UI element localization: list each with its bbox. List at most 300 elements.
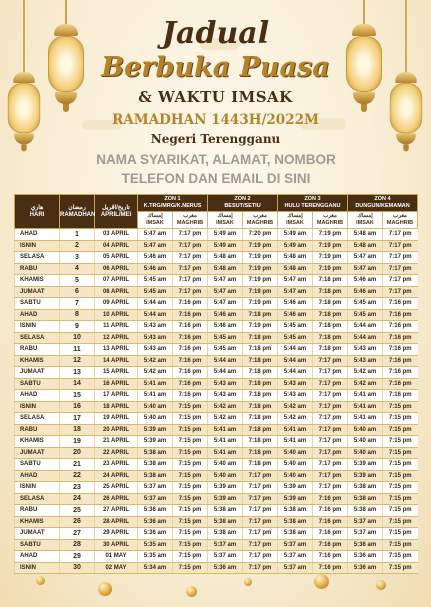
maghrib-time-zone-3: 7:17 pm [313, 436, 348, 448]
date-cell: 09 APRIL [95, 298, 138, 310]
date-cell: 16 APRIL [95, 378, 138, 390]
maghrib-time-zone-3: 7:18 pm [313, 332, 348, 344]
maghrib-time-zone-1: 7:17 pm [173, 275, 208, 287]
imsak-time-zone-2: 5:43 am [208, 390, 243, 402]
ramadhan-day-cell: 26 [60, 516, 95, 528]
imsak-time-zone-2: 5:47 am [208, 298, 243, 310]
maghrib-time-zone-3: 7:18 pm [313, 321, 348, 333]
imsak-time-zone-2: 5:44 am [208, 367, 243, 379]
imsak-time-zone-2: 5:36 am [208, 562, 243, 574]
maghrib-time-zone-2: 7:17 pm [243, 470, 278, 482]
imsak-time-zone-3: 5:37 am [278, 539, 313, 551]
ramadhan-day-cell: 1 [60, 229, 95, 241]
table-row [15, 401, 418, 413]
date-cell: 24 APRIL [95, 470, 138, 482]
maghrib-time-zone-4: 7:15 pm [383, 436, 418, 448]
header-imsak-zone-3: إمساك IMSAK [278, 212, 313, 229]
maghrib-time-zone-4: 7:15 pm [383, 447, 418, 459]
imsak-time-zone-3: 5:43 am [278, 390, 313, 402]
date-cell: 15 APRIL [95, 367, 138, 379]
maghrib-time-zone-4: 7:15 pm [383, 401, 418, 413]
maghrib-time-zone-4: 7:16 pm [383, 344, 418, 356]
imsak-time-zone-1: 5:44 am [138, 309, 173, 321]
imsak-time-zone-1: 5:38 am [138, 447, 173, 459]
date-cell: 26 APRIL [95, 493, 138, 505]
imsak-time-zone-2: 5:37 am [208, 551, 243, 563]
imsak-time-zone-1: 5:46 am [138, 263, 173, 275]
header-zone-4: ZON 4 DUNGUN/KEMAMAN [348, 195, 418, 212]
maghrib-time-zone-1: 7:17 pm [173, 240, 208, 252]
day-cell: JUMAAT [15, 528, 60, 540]
day-cell: KHAMIS [15, 516, 60, 528]
imsak-time-zone-3: 5:39 am [278, 493, 313, 505]
gold-bead-icon [376, 580, 386, 590]
date-cell: 08 APRIL [95, 286, 138, 298]
maghrib-time-zone-1: 7:16 pm [173, 298, 208, 310]
maghrib-time-zone-4: 7:16 pm [383, 298, 418, 310]
maghrib-time-zone-2: 7:19 pm [243, 275, 278, 287]
imsak-time-zone-3: 5:40 am [278, 447, 313, 459]
imsak-time-zone-4: 5:41 am [348, 390, 383, 402]
imsak-time-zone-4: 5:43 am [348, 344, 383, 356]
gold-bead-icon [314, 574, 329, 589]
maghrib-time-zone-2: 7:18 pm [243, 390, 278, 402]
maghrib-time-zone-1: 7:15 pm [173, 551, 208, 563]
imsak-time-zone-4: 5:45 am [348, 309, 383, 321]
maghrib-time-zone-4: 7:16 pm [383, 367, 418, 379]
imsak-time-zone-4: 5:37 am [348, 516, 383, 528]
table-row [15, 424, 418, 436]
date-cell: 13 APRIL [95, 344, 138, 356]
ramadhan-day-cell: 10 [60, 332, 95, 344]
maghrib-time-zone-2: 7:18 pm [243, 378, 278, 390]
imsak-time-zone-1: 5:45 am [138, 275, 173, 287]
day-cell: RABU [15, 424, 60, 436]
imsak-time-zone-2: 5:42 am [208, 401, 243, 413]
header-imsak-zone-4: إمساك IMSAK [348, 212, 383, 229]
day-cell: RABU [15, 344, 60, 356]
day-cell: ISNIN [15, 562, 60, 574]
ramadhan-day-cell: 24 [60, 493, 95, 505]
imsak-time-zone-1: 5:37 am [138, 493, 173, 505]
maghrib-time-zone-2: 7:19 pm [243, 240, 278, 252]
maghrib-time-zone-3: 7:18 pm [313, 286, 348, 298]
imsak-time-zone-2: 5:41 am [208, 447, 243, 459]
imsak-time-zone-3: 5:48 am [278, 263, 313, 275]
gold-bead-icon [98, 582, 112, 596]
imsak-time-zone-2: 5:42 am [208, 413, 243, 425]
day-cell: SELASA [15, 493, 60, 505]
maghrib-time-zone-4: 7:16 pm [383, 309, 418, 321]
table-row [15, 528, 418, 540]
maghrib-time-zone-1: 7:15 pm [173, 413, 208, 425]
imsak-time-zone-3: 5:40 am [278, 459, 313, 471]
imsak-time-zone-2: 5:38 am [208, 505, 243, 517]
date-cell: 01 MAY [95, 551, 138, 563]
maghrib-time-zone-3: 7:18 pm [313, 275, 348, 287]
ramadhan-day-cell: 28 [60, 539, 95, 551]
table-row [15, 321, 418, 333]
imsak-time-zone-4: 5:48 am [348, 229, 383, 241]
header-ramadhan: رمضان RAMADHAN [60, 195, 95, 229]
imsak-time-zone-4: 5:47 am [348, 252, 383, 264]
maghrib-time-zone-4: 7:17 pm [383, 263, 418, 275]
table-row [15, 562, 418, 574]
maghrib-time-zone-3: 7:18 pm [313, 344, 348, 356]
maghrib-time-zone-1: 7:16 pm [173, 378, 208, 390]
gold-bead-icon [36, 576, 45, 585]
day-cell: KHAMIS [15, 275, 60, 287]
maghrib-time-zone-3: 7:17 pm [313, 378, 348, 390]
date-cell: 30 APRIL [95, 539, 138, 551]
imsak-time-zone-4: 5:38 am [348, 482, 383, 494]
maghrib-time-zone-1: 7:16 pm [173, 355, 208, 367]
ramadhan-day-cell: 15 [60, 390, 95, 402]
imsak-time-zone-2: 5:47 am [208, 275, 243, 287]
maghrib-time-zone-2: 7:17 pm [243, 516, 278, 528]
maghrib-time-zone-3: 7:17 pm [313, 424, 348, 436]
header-imsak-zone-2: إمساك IMSAK [208, 212, 243, 229]
ramadhan-day-cell: 21 [60, 459, 95, 471]
maghrib-time-zone-4: 7:15 pm [383, 551, 418, 563]
imsak-time-zone-2: 5:41 am [208, 436, 243, 448]
imsak-time-zone-3: 5:41 am [278, 436, 313, 448]
maghrib-time-zone-3: 7:17 pm [313, 390, 348, 402]
maghrib-time-zone-2: 7:17 pm [243, 551, 278, 563]
maghrib-time-zone-4: 7:17 pm [383, 275, 418, 287]
ramadhan-day-cell: 30 [60, 562, 95, 574]
date-cell: 04 APRIL [95, 240, 138, 252]
table-row [15, 263, 418, 275]
maghrib-time-zone-3: 7:17 pm [313, 355, 348, 367]
imsak-time-zone-1: 5:35 am [138, 551, 173, 563]
ramadhan-day-cell: 4 [60, 263, 95, 275]
day-cell: SABTU [15, 378, 60, 390]
maghrib-time-zone-3: 7:16 pm [313, 516, 348, 528]
maghrib-time-zone-2: 7:19 pm [243, 298, 278, 310]
table-row [15, 482, 418, 494]
imsak-time-zone-2: 5:48 am [208, 263, 243, 275]
maghrib-time-zone-1: 7:15 pm [173, 505, 208, 517]
maghrib-time-zone-2: 7:19 pm [243, 321, 278, 333]
imsak-time-zone-4: 5:39 am [348, 470, 383, 482]
day-cell: SABTU [15, 298, 60, 310]
imsak-time-zone-4: 5:39 am [348, 459, 383, 471]
imsak-time-zone-3: 5:37 am [278, 551, 313, 563]
maghrib-time-zone-2: 7:18 pm [243, 401, 278, 413]
day-cell: AHAD [15, 470, 60, 482]
maghrib-time-zone-1: 7:15 pm [173, 447, 208, 459]
imsak-time-zone-3: 5:49 am [278, 229, 313, 241]
imsak-time-zone-3: 5:40 am [278, 470, 313, 482]
maghrib-time-zone-3: 7:17 pm [313, 367, 348, 379]
maghrib-time-zone-1: 7:15 pm [173, 470, 208, 482]
maghrib-time-zone-2: 7:17 pm [243, 528, 278, 540]
day-cell: AHAD [15, 309, 60, 321]
imsak-time-zone-3: 5:44 am [278, 344, 313, 356]
table-row [15, 252, 418, 264]
day-cell: KHAMIS [15, 436, 60, 448]
maghrib-time-zone-2: 7:17 pm [243, 493, 278, 505]
imsak-time-zone-3: 5:46 am [278, 298, 313, 310]
imsak-time-zone-4: 5:40 am [348, 447, 383, 459]
header-imsak-zone-1: إمساك IMSAK [138, 212, 173, 229]
date-cell: 06 APRIL [95, 263, 138, 275]
date-cell: 07 APRIL [95, 275, 138, 287]
table-row [15, 367, 418, 379]
maghrib-time-zone-1: 7:15 pm [173, 401, 208, 413]
maghrib-time-zone-4: 7:15 pm [383, 493, 418, 505]
table-row [15, 332, 418, 344]
imsak-time-zone-2: 5:49 am [208, 240, 243, 252]
imsak-time-zone-2: 5:41 am [208, 424, 243, 436]
ramadhan-day-cell: 23 [60, 482, 95, 494]
imsak-time-zone-3: 5:42 am [278, 413, 313, 425]
imsak-time-zone-1: 5:35 am [138, 539, 173, 551]
imsak-time-zone-4: 5:38 am [348, 493, 383, 505]
table-row [15, 470, 418, 482]
imsak-time-zone-3: 5:38 am [278, 528, 313, 540]
imsak-time-zone-3: 5:41 am [278, 424, 313, 436]
table-row [15, 390, 418, 402]
maghrib-time-zone-4: 7:16 pm [383, 355, 418, 367]
maghrib-time-zone-4: 7:15 pm [383, 482, 418, 494]
maghrib-time-zone-1: 7:17 pm [173, 286, 208, 298]
maghrib-time-zone-4: 7:17 pm [383, 286, 418, 298]
maghrib-time-zone-2: 7:17 pm [243, 539, 278, 551]
maghrib-time-zone-3: 7:19 pm [313, 263, 348, 275]
table-row [15, 286, 418, 298]
imsak-time-zone-4: 5:46 am [348, 275, 383, 287]
table-row [15, 240, 418, 252]
company-info: NAMA SYARIKAT, ALAMAT, NOMBOR TELEFON DAN EMAIL DI SINI [96, 152, 336, 186]
maghrib-time-zone-3: 7:16 pm [313, 505, 348, 517]
date-cell: 22 APRIL [95, 447, 138, 459]
maghrib-time-zone-3: 7:17 pm [313, 413, 348, 425]
maghrib-time-zone-2: 7:20 pm [243, 229, 278, 241]
header-zone-1: ZON 1 K.TRG/MRG/K.NERUS [138, 195, 208, 212]
imsak-time-zone-3: 5:44 am [278, 367, 313, 379]
imsak-time-zone-3: 5:45 am [278, 321, 313, 333]
maghrib-time-zone-4: 7:15 pm [383, 413, 418, 425]
ramadhan-day-cell: 2 [60, 240, 95, 252]
maghrib-time-zone-3: 7:19 pm [313, 252, 348, 264]
day-cell: SABTU [15, 459, 60, 471]
maghrib-time-zone-4: 7:15 pm [383, 539, 418, 551]
maghrib-time-zone-2: 7:19 pm [243, 286, 278, 298]
ramadhan-day-cell: 25 [60, 505, 95, 517]
day-cell: AHAD [15, 551, 60, 563]
imsak-time-zone-1: 5:38 am [138, 459, 173, 471]
maghrib-time-zone-1: 7:15 pm [173, 436, 208, 448]
maghrib-time-zone-2: 7:18 pm [243, 459, 278, 471]
ramadhan-day-cell: 29 [60, 551, 95, 563]
imsak-time-zone-1: 5:46 am [138, 252, 173, 264]
header-date: تاريخ/اڤريل APRIL/MEI [95, 195, 138, 229]
maghrib-time-zone-4: 7:15 pm [383, 516, 418, 528]
maghrib-time-zone-3: 7:16 pm [313, 493, 348, 505]
date-cell: 27 APRIL [95, 505, 138, 517]
date-cell: 25 APRIL [95, 482, 138, 494]
date-cell: 18 APRIL [95, 401, 138, 413]
header-maghrib-zone-1: مغرب MAGHRIB [173, 212, 208, 229]
table-row [15, 447, 418, 459]
table-row [15, 551, 418, 563]
imsak-time-zone-1: 5:39 am [138, 424, 173, 436]
header-zone-2: ZON 2 BESUT/SETIU [208, 195, 278, 212]
maghrib-time-zone-4: 7:15 pm [383, 459, 418, 471]
day-cell: SELASA [15, 332, 60, 344]
maghrib-time-zone-1: 7:16 pm [173, 332, 208, 344]
imsak-time-zone-1: 5:41 am [138, 378, 173, 390]
day-cell: ISNIN [15, 401, 60, 413]
date-cell: 05 APRIL [95, 252, 138, 264]
imsak-time-zone-1: 5:44 am [138, 298, 173, 310]
maghrib-time-zone-1: 7:16 pm [173, 367, 208, 379]
imsak-time-zone-4: 5:40 am [348, 424, 383, 436]
imsak-time-zone-4: 5:42 am [348, 378, 383, 390]
day-cell: ISNIN [15, 240, 60, 252]
maghrib-time-zone-4: 7:17 pm [383, 229, 418, 241]
maghrib-time-zone-3: 7:16 pm [313, 528, 348, 540]
imsak-time-zone-1: 5:36 am [138, 505, 173, 517]
maghrib-time-zone-3: 7:17 pm [313, 401, 348, 413]
imsak-time-zone-2: 5:40 am [208, 470, 243, 482]
maghrib-time-zone-2: 7:17 pm [243, 562, 278, 574]
header-maghrib-zone-4: مغرب MAGHRIB [383, 212, 418, 229]
maghrib-time-zone-1: 7:16 pm [173, 390, 208, 402]
imsak-time-zone-4: 5:48 am [348, 240, 383, 252]
ramadhan-day-cell: 18 [60, 424, 95, 436]
imsak-time-zone-2: 5:46 am [208, 321, 243, 333]
table-row [15, 516, 418, 528]
maghrib-time-zone-4: 7:16 pm [383, 390, 418, 402]
imsak-time-zone-1: 5:43 am [138, 332, 173, 344]
imsak-time-zone-1: 5:40 am [138, 401, 173, 413]
header-day: هاري HARI [15, 195, 60, 229]
day-cell: AHAD [15, 229, 60, 241]
imsak-time-zone-2: 5:38 am [208, 528, 243, 540]
maghrib-time-zone-1: 7:16 pm [173, 321, 208, 333]
maghrib-time-zone-1: 7:15 pm [173, 516, 208, 528]
maghrib-time-zone-1: 7:16 pm [173, 344, 208, 356]
ramadhan-day-cell: 9 [60, 321, 95, 333]
imsak-time-zone-3: 5:39 am [278, 482, 313, 494]
ramadhan-day-cell: 16 [60, 401, 95, 413]
imsak-time-zone-3: 5:46 am [278, 309, 313, 321]
maghrib-time-zone-4: 7:15 pm [383, 505, 418, 517]
maghrib-time-zone-4: 7:15 pm [383, 424, 418, 436]
imsak-time-zone-4: 5:37 am [348, 528, 383, 540]
maghrib-time-zone-4: 7:17 pm [383, 240, 418, 252]
imsak-time-zone-2: 5:45 am [208, 344, 243, 356]
date-cell: 29 APRIL [95, 528, 138, 540]
gold-bead-icon [244, 578, 252, 586]
maghrib-time-zone-2: 7:19 pm [243, 263, 278, 275]
table-row [15, 505, 418, 517]
imsak-time-zone-3: 5:45 am [278, 332, 313, 344]
ramadhan-day-cell: 3 [60, 252, 95, 264]
maghrib-time-zone-3: 7:17 pm [313, 459, 348, 471]
date-cell: 11 APRIL [95, 321, 138, 333]
maghrib-time-zone-2: 7:18 pm [243, 436, 278, 448]
ramadhan-year: RAMADHAN 1443H/2022M [112, 112, 319, 128]
date-cell: 19 APRIL [95, 413, 138, 425]
date-cell: 21 APRIL [95, 436, 138, 448]
maghrib-time-zone-2: 7:18 pm [243, 447, 278, 459]
imsak-time-zone-3: 5:47 am [278, 275, 313, 287]
imsak-time-zone-1: 5:42 am [138, 355, 173, 367]
imsak-time-zone-4: 5:43 am [348, 355, 383, 367]
day-cell: SELASA [15, 413, 60, 425]
imsak-time-zone-3: 5:43 am [278, 378, 313, 390]
imsak-time-zone-1: 5:37 am [138, 482, 173, 494]
ramadhan-day-cell: 7 [60, 298, 95, 310]
header-maghrib-zone-3: مغرب MAGHRIB [313, 212, 348, 229]
imsak-time-zone-3: 5:47 am [278, 286, 313, 298]
imsak-time-zone-1: 5:36 am [138, 528, 173, 540]
maghrib-time-zone-3: 7:19 pm [313, 240, 348, 252]
imsak-time-zone-3: 5:44 am [278, 355, 313, 367]
ramadhan-day-cell: 27 [60, 528, 95, 540]
imsak-time-zone-1: 5:41 am [138, 390, 173, 402]
table-row [15, 275, 418, 287]
ramadhan-day-cell: 8 [60, 309, 95, 321]
imsak-time-zone-2: 5:45 am [208, 332, 243, 344]
table-row [15, 493, 418, 505]
maghrib-time-zone-1: 7:15 pm [173, 528, 208, 540]
ramadhan-day-cell: 20 [60, 447, 95, 459]
title-line-3: & WAKTU IMSAK [138, 88, 293, 106]
day-cell: RABU [15, 263, 60, 275]
date-cell: 12 APRIL [95, 332, 138, 344]
ramadhan-day-cell: 6 [60, 286, 95, 298]
maghrib-time-zone-2: 7:18 pm [243, 424, 278, 436]
maghrib-time-zone-4: 7:15 pm [383, 470, 418, 482]
maghrib-time-zone-4: 7:16 pm [383, 321, 418, 333]
maghrib-time-zone-4: 7:17 pm [383, 252, 418, 264]
table-row [15, 459, 418, 471]
day-cell: ISNIN [15, 482, 60, 494]
maghrib-time-zone-3: 7:17 pm [313, 482, 348, 494]
imsak-time-zone-4: 5:36 am [348, 562, 383, 574]
header-zone-3: ZON 3 HULU TERENGGANU [278, 195, 348, 212]
maghrib-time-zone-2: 7:18 pm [243, 309, 278, 321]
table-row [15, 229, 418, 241]
schedule-table [14, 194, 418, 574]
maghrib-time-zone-2: 7:18 pm [243, 332, 278, 344]
imsak-time-zone-4: 5:41 am [348, 413, 383, 425]
imsak-time-zone-2: 5:48 am [208, 252, 243, 264]
table-row [15, 378, 418, 390]
title-line-2: Berbuka Puasa [101, 52, 330, 83]
maghrib-time-zone-1: 7:15 pm [173, 539, 208, 551]
maghrib-time-zone-1: 7:15 pm [173, 424, 208, 436]
maghrib-time-zone-3: 7:17 pm [313, 447, 348, 459]
maghrib-time-zone-3: 7:16 pm [313, 539, 348, 551]
date-cell: 23 APRIL [95, 459, 138, 471]
imsak-time-zone-4: 5:36 am [348, 539, 383, 551]
imsak-time-zone-4: 5:41 am [348, 401, 383, 413]
maghrib-time-zone-2: 7:18 pm [243, 344, 278, 356]
maghrib-time-zone-1: 7:15 pm [173, 562, 208, 574]
date-cell: 14 APRIL [95, 355, 138, 367]
imsak-time-zone-3: 5:48 am [278, 252, 313, 264]
imsak-time-zone-1: 5:43 am [138, 321, 173, 333]
maghrib-time-zone-3: 7:19 pm [313, 229, 348, 241]
imsak-time-zone-2: 5:39 am [208, 493, 243, 505]
table-row [15, 539, 418, 551]
